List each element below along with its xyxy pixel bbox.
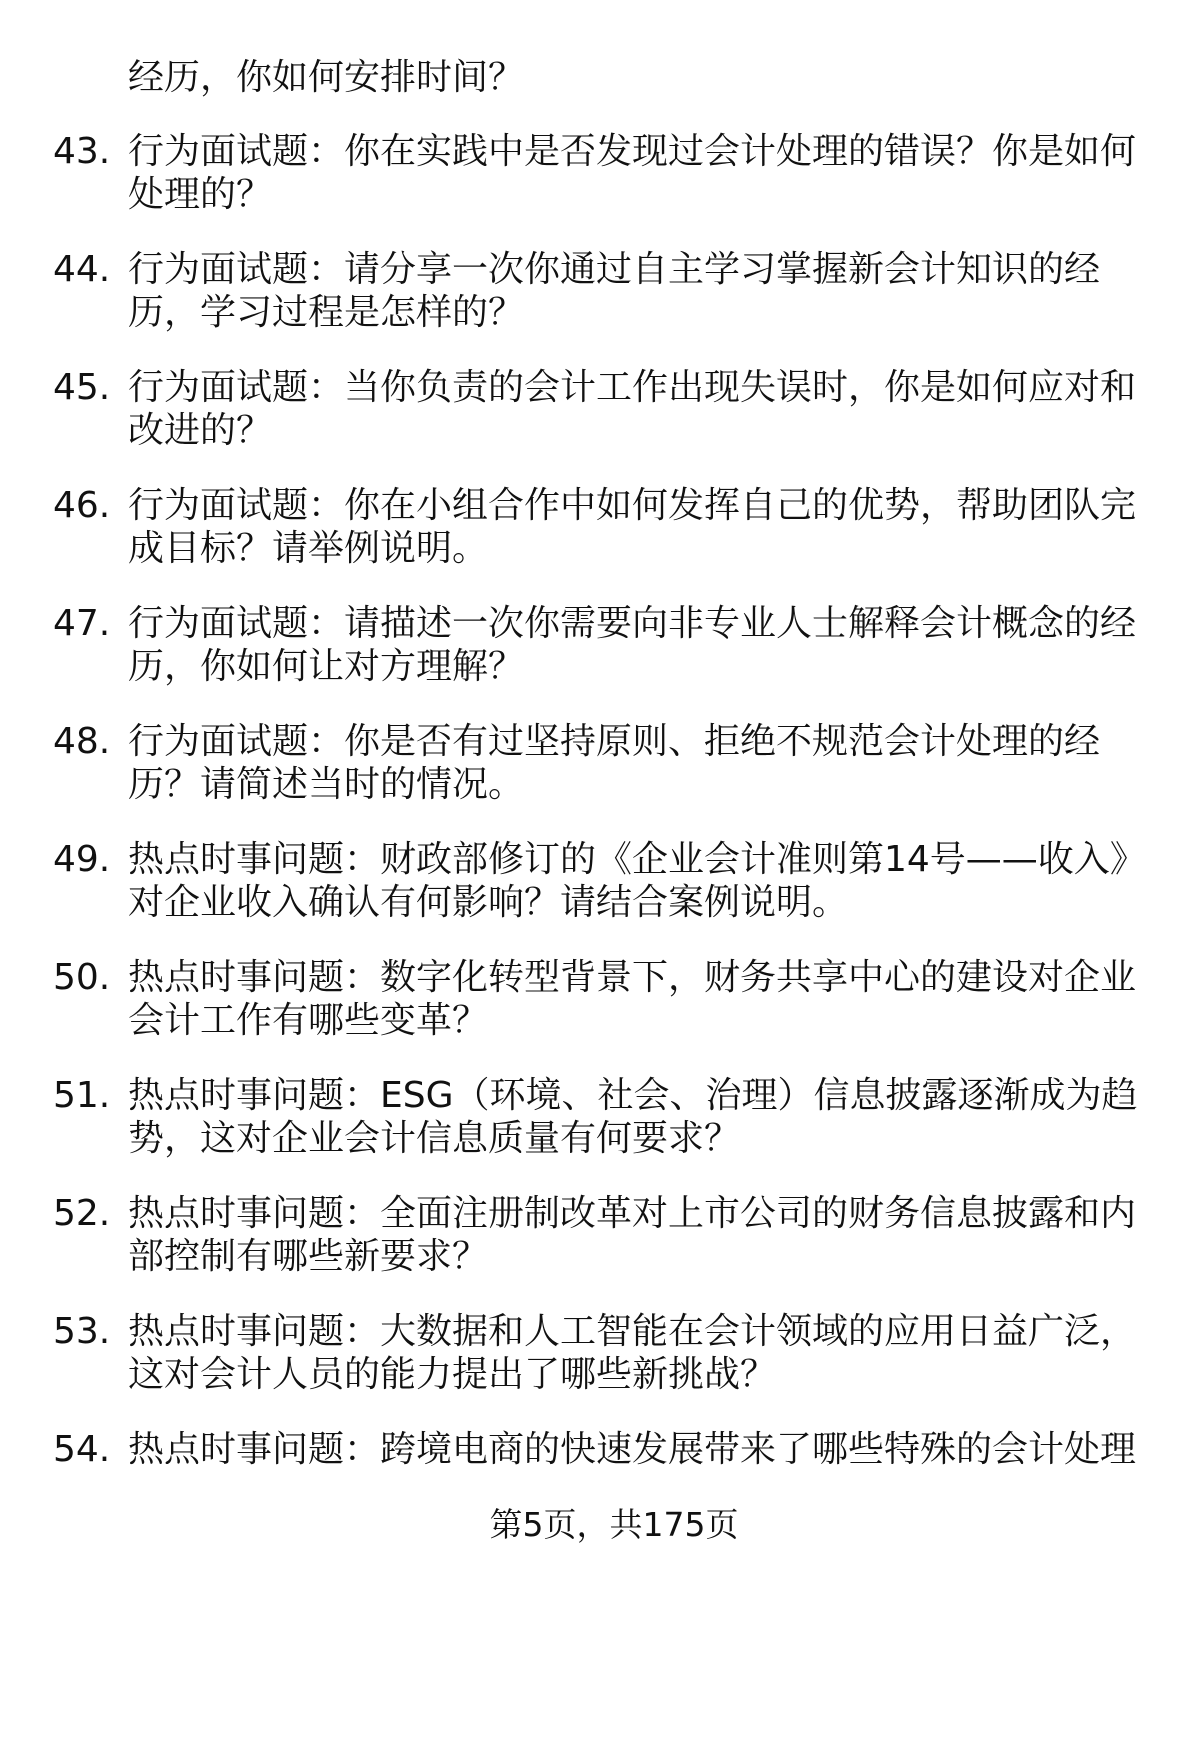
question-line: 热点时事问题：全面注册制改革对上市公司的财务信息披露和内 bbox=[128, 1193, 1137, 1234]
question-item-54 bbox=[0, 1428, 1200, 1471]
question-number: 54. bbox=[53, 1429, 111, 1470]
question-text bbox=[128, 1074, 1138, 1160]
question-42-continuation: 经历，你如何安排时间？ bbox=[128, 57, 525, 98]
question-text bbox=[128, 720, 1100, 806]
question-number: 52. bbox=[53, 1193, 111, 1234]
question-item-47 bbox=[0, 602, 1200, 688]
question-number: 47. bbox=[53, 603, 111, 644]
question-line: 热点时事问题：ESG（环境、社会、治理）信息披露逐渐成为趋 bbox=[128, 1075, 1138, 1116]
question-line: 行为面试题：你在小组合作中如何发挥自己的优势，帮助团队完 bbox=[128, 485, 1137, 526]
question-number: 45. bbox=[53, 367, 111, 408]
question-item-45 bbox=[0, 366, 1200, 452]
question-text bbox=[128, 1428, 1136, 1471]
question-line: 热点时事问题：大数据和人工智能在会计领域的应用日益广泛， bbox=[128, 1311, 1137, 1352]
question-item-49 bbox=[0, 838, 1200, 924]
question-text bbox=[128, 1192, 1136, 1278]
question-item-48 bbox=[0, 720, 1200, 806]
question-line: 历，学习过程是怎样的？ bbox=[128, 292, 525, 333]
question-line: 热点时事问题：数字化转型背景下，财务共享中心的建设对企业 bbox=[128, 957, 1137, 998]
question-line: 行为面试题：你在实践中是否发现过会计处理的错误？你是如何 bbox=[128, 131, 1137, 172]
question-number: 51. bbox=[53, 1075, 111, 1116]
question-text bbox=[128, 366, 1136, 452]
question-line: 行为面试题：请描述一次你需要向非专业人士解释会计概念的经 bbox=[128, 603, 1137, 644]
question-line: 热点时事问题：跨境电商的快速发展带来了哪些特殊的会计处理 bbox=[128, 1429, 1137, 1470]
question-text bbox=[128, 1310, 1136, 1396]
question-item-50 bbox=[0, 956, 1200, 1042]
question-line: 势，这对企业会计信息质量有何要求？ bbox=[128, 1118, 741, 1159]
question-number: 50. bbox=[53, 957, 111, 998]
question-number: 44. bbox=[53, 249, 111, 290]
question-line: 部控制有哪些新要求？ bbox=[128, 1236, 489, 1277]
question-text bbox=[128, 602, 1136, 688]
question-text bbox=[128, 838, 1146, 924]
question-number: 43. bbox=[53, 131, 111, 172]
question-text bbox=[128, 956, 1136, 1042]
question-line: 会计工作有哪些变革？ bbox=[128, 1000, 489, 1041]
question-line: 对企业收入确认有何影响？请结合案例说明。 bbox=[128, 882, 849, 923]
question-line: 成目标？请举例说明。 bbox=[128, 528, 489, 569]
question-number: 49. bbox=[53, 839, 111, 880]
question-line: 处理的？ bbox=[128, 174, 273, 215]
question-line: 行为面试题：请分享一次你通过自主学习掌握新会计知识的经 bbox=[128, 249, 1101, 290]
question-number: 53. bbox=[53, 1311, 111, 1352]
question-number: 46. bbox=[53, 485, 111, 526]
question-line: 这对会计人员的能力提出了哪些新挑战？ bbox=[128, 1354, 777, 1395]
question-item-52 bbox=[0, 1192, 1200, 1278]
question-line: 改进的？ bbox=[128, 410, 273, 451]
question-line: 行为面试题：你是否有过坚持原则、拒绝不规范会计处理的经 bbox=[128, 721, 1101, 762]
question-line: 热点时事问题：财政部修订的《企业会计准则第14号——收入》 bbox=[128, 839, 1146, 880]
question-text bbox=[128, 484, 1136, 570]
question-text bbox=[128, 248, 1100, 334]
question-number: 48. bbox=[53, 721, 111, 762]
question-item-46 bbox=[0, 484, 1200, 570]
question-line: 历，你如何让对方理解？ bbox=[128, 646, 525, 687]
page-footer: 第5页，共175页 bbox=[489, 1505, 739, 1544]
question-item-51 bbox=[0, 1074, 1200, 1160]
question-item-53 bbox=[0, 1310, 1200, 1396]
question-line: 历？请简述当时的情况。 bbox=[128, 764, 525, 805]
question-text bbox=[128, 130, 1136, 216]
question-item-43 bbox=[0, 130, 1200, 216]
question-line: 行为面试题：当你负责的会计工作出现失误时，你是如何应对和 bbox=[128, 367, 1137, 408]
question-item-44 bbox=[0, 248, 1200, 334]
